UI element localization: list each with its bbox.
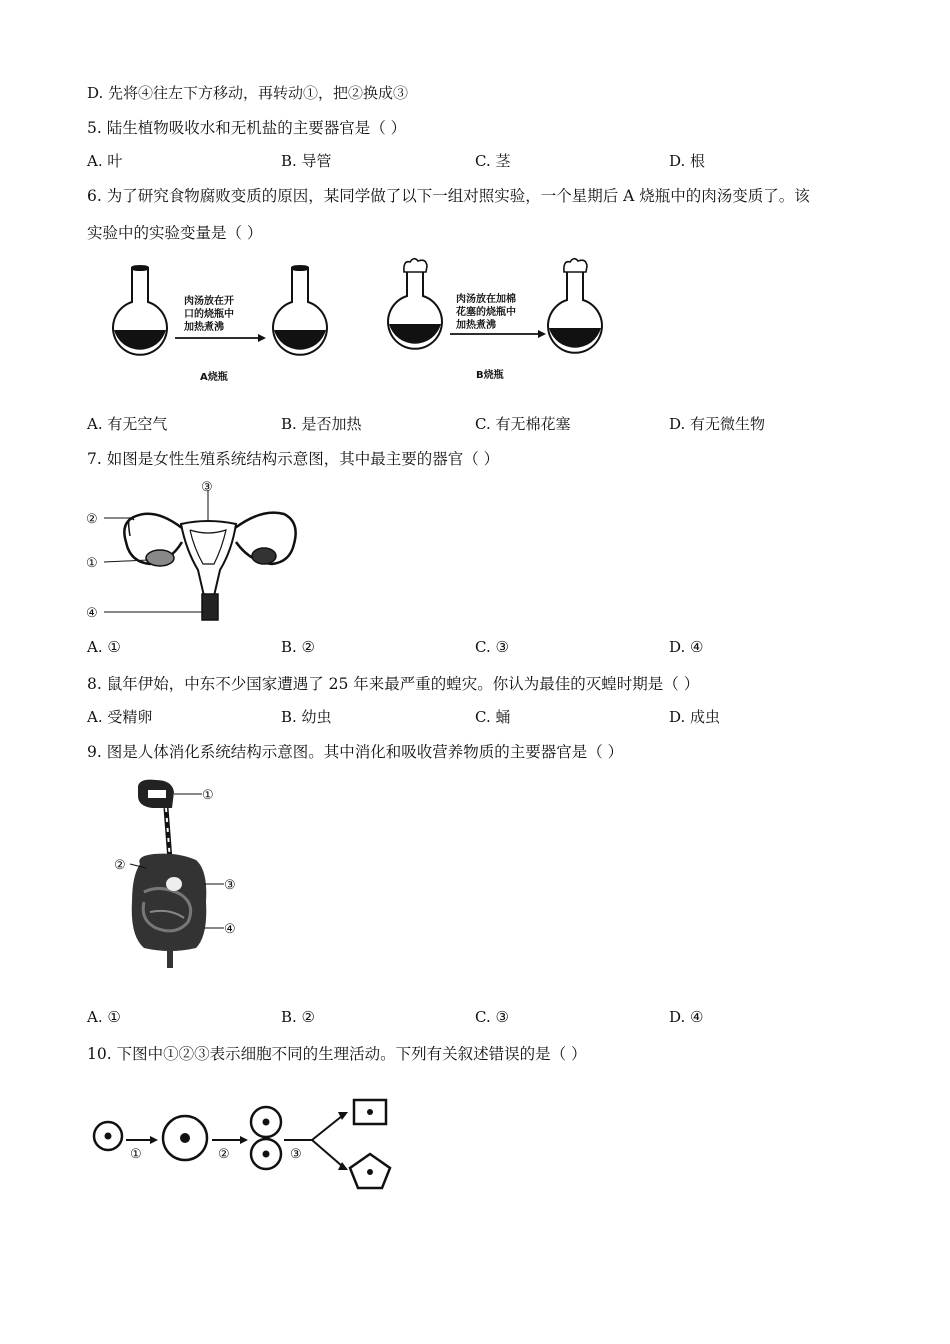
q6-option-c[interactable]: C. 有无棉花塞 (475, 415, 571, 433)
q8-options (87, 706, 867, 726)
q6-stem-line1: 6. 为了研究食物腐败变质的原因，某同学做了以下一组对照实验，一个星期后 A 烧瓶中的肉汤变质了。该 (87, 187, 810, 205)
q9-option-a[interactable]: A. ① (87, 1008, 121, 1026)
cell-activities-figure (86, 1090, 406, 1200)
b-arrow-text-3: 加热煮沸 (456, 320, 496, 331)
digest-label-2: ② (114, 858, 126, 873)
q7-option-d[interactable]: D. ④ (669, 638, 704, 656)
q5-option-b[interactable]: B. 导管 (281, 152, 332, 170)
q8-option-d[interactable]: D. 成虫 (669, 708, 721, 726)
q9-options (87, 1008, 867, 1028)
q9-stem: 9. 图是人体消化系统结构示意图。其中消化和吸收营养物质的主要器官是（ ） (87, 743, 624, 761)
flask-b-before (388, 259, 442, 349)
a-caption: A烧瓶 (200, 372, 228, 383)
q9-option-c[interactable]: C. ③ (475, 1008, 509, 1026)
digest-label-4: ④ (224, 922, 236, 937)
repro-label-4: ④ (86, 606, 98, 621)
q7-option-c[interactable]: C. ③ (475, 638, 509, 656)
flask-a-before (113, 266, 167, 355)
q9-option-d[interactable]: D. ④ (669, 1008, 704, 1026)
a-arrow-text-1: 肉汤放在开 (184, 296, 234, 307)
q8-option-b[interactable]: B. 幼虫 (281, 708, 332, 726)
q10-stem: 10. 下图中①②③表示细胞不同的生理活动。下列有关叙述错误的是（ ） (87, 1045, 587, 1063)
b-arrow-text-2: 花塞的烧瓶中 (456, 307, 516, 318)
repro-label-2: ② (86, 512, 98, 527)
digest-label-1: ① (202, 788, 214, 803)
b-arrow-text-1: 肉汤放在加棉 (456, 294, 516, 305)
q6-options (87, 413, 867, 433)
repro-label-3: ③ (201, 480, 213, 495)
digest-label-3: ③ (224, 878, 236, 893)
q5-option-d[interactable]: D. 根 (669, 152, 706, 170)
cell-label-1: ① (130, 1147, 142, 1162)
q7-stem: 7. 如图是女性生殖系统结构示意图，其中最主要的器官（ ） (87, 450, 500, 468)
cell-label-3: ③ (290, 1147, 302, 1162)
a-arrow-text-2: 口的烧瓶中 (184, 309, 234, 320)
digestive-system-figure (100, 772, 260, 972)
q6-option-a[interactable]: A. 有无空气 (87, 415, 168, 433)
cell-label-2: ② (218, 1147, 230, 1162)
q5-option-c[interactable]: C. 茎 (475, 152, 511, 170)
q8-stem: 8. 鼠年伊始，中东不少国家遭遇了 25 年来最严重的蝗灾。你认为最佳的灭蝗时期是（ ） (87, 675, 700, 693)
q6-option-b[interactable]: B. 是否加热 (281, 415, 362, 433)
q8-option-a[interactable]: A. 受精卵 (87, 708, 153, 726)
q7-options (87, 638, 867, 658)
flask-a-after (273, 266, 327, 355)
flask-b-after (548, 259, 602, 353)
female-reproductive-figure (86, 476, 306, 626)
q8-option-c[interactable]: C. 蛹 (475, 708, 511, 726)
q7-option-a[interactable]: A. ① (87, 638, 121, 656)
repro-label-1: ① (86, 556, 98, 571)
q6-stem-line2: 实验中的实验变量是（ ） (87, 224, 263, 242)
prev-option-d: D. 先将④往左下方移动，再转动①，把②换成③ (87, 84, 409, 102)
q5-option-a[interactable]: A. 叶 (87, 152, 123, 170)
q9-option-b[interactable]: B. ② (281, 1008, 316, 1026)
q6-option-d[interactable]: D. 有无微生物 (669, 415, 766, 433)
b-caption: B烧瓶 (476, 370, 504, 381)
flask-experiment-figure (100, 252, 620, 392)
q5-options (87, 150, 867, 170)
q7-option-b[interactable]: B. ② (281, 638, 316, 656)
a-arrow-text-3: 加热煮沸 (184, 322, 224, 333)
q5-stem: 5. 陆生植物吸收水和无机盐的主要器官是（ ） (87, 119, 407, 137)
